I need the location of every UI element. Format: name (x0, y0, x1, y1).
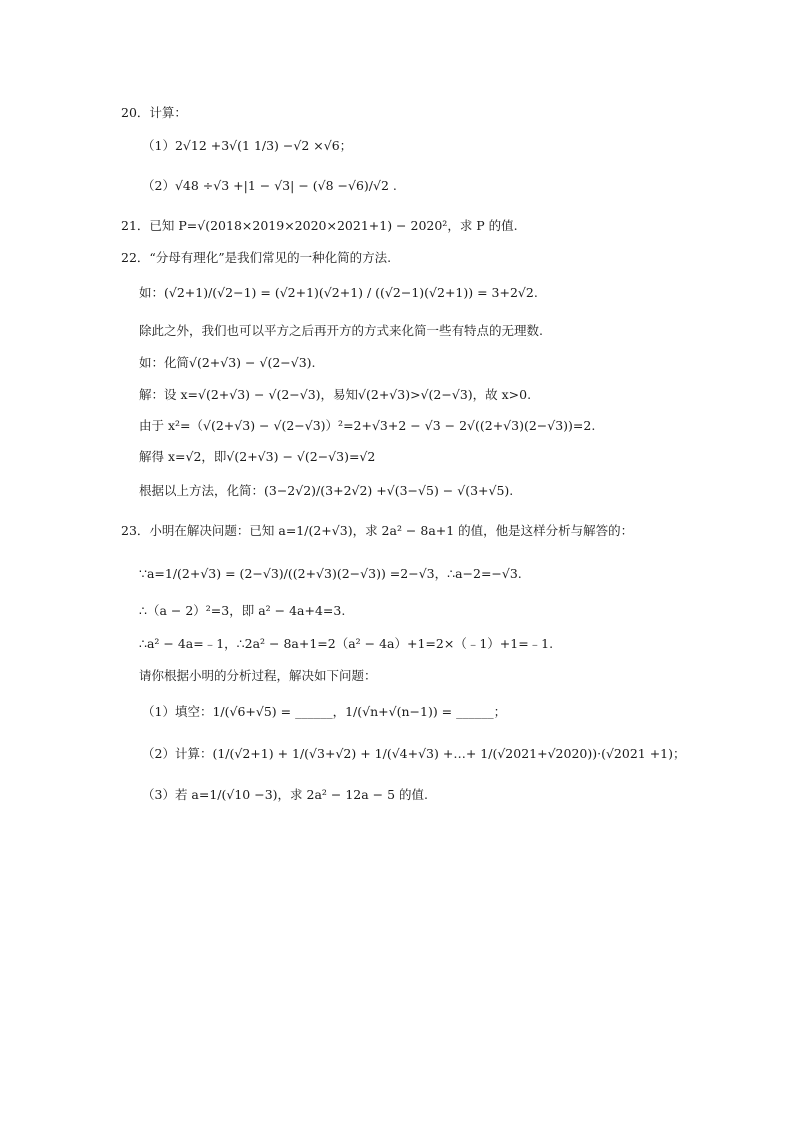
q21: 21．已知 P=√(2018×2019×2020×2021+1) − 2020²，求 P 的值. (121, 218, 518, 233)
q22-task: 根据以上方法，化简：(3−2√2)/(3+2√2) +√(3−√5) − √(3+√5). (139, 483, 514, 498)
q22-example2: 如：化简√(2+√3) − √(2−√3). (139, 355, 316, 370)
q23-part2: （2）计算：(1/(√2+1) + 1/(√3+√2) + 1/(√4+√3) +…+ 1/(√2021+√2020))·(√2021 +1)； (142, 746, 686, 761)
q23-step1: ∵a=1/(2+√3) = (2−√3)/((2+√3)(2−√3)) =2−√3，∴a−2=−√3. (139, 566, 522, 581)
q23-part3: （3）若 a=1/(√10 −3)，求 2a² − 12a − 5 的值. (142, 787, 429, 802)
q23-part1: （1）填空：1/(√6+√5) = ______，1/(√n+√(n−1)) = ______； (142, 704, 507, 719)
q22-square: 由于 x²=（√(2+√3) − √(2−√3)）²=2+√3+2 − √3 − 2√((2+√3)(2−√3))=2. (139, 418, 596, 433)
q22-solution: 解：设 x=√(2+√3) − √(2−√3)，易知√(2+√3)>√(2−√3)，故 x>0. (139, 387, 532, 402)
q23-request: 请你根据小明的分析过程，解决如下问题： (139, 668, 377, 683)
q22-description: 除此之外，我们也可以平方之后再开方的方式来化简一些有特点的无理数. (139, 323, 543, 338)
q20-part2: （2）√48 ÷√3 +|1 − √3| − (√8 −√6)/√2 . (142, 178, 397, 193)
q22-example: 如：(√2+1)/(√2−1) = (√2+1)(√2+1) / ((√2−1)(√2+1)) = 3+2√2. (139, 285, 538, 300)
q20-part1: （1）2√12 +3√(1 1/3) −√2 ×√6； (142, 138, 353, 153)
q23-title: 23．小明在解决问题：已知 a=1/(2+√3)，求 2a² − 8a+1 的值，他是这样分析与解答的： (121, 523, 634, 538)
q23-step2: ∴（a − 2）²=3，即 a² − 4a+4=3. (139, 603, 346, 618)
q22-result: 解得 x=√2，即√(2+√3) − √(2−√3)=√2 (139, 449, 376, 464)
q20-title: 20．计算： (121, 105, 187, 120)
q23-step3: ∴a² − 4a=﹣1，∴2a² − 8a+1=2（a² − 4a）+1=2×（﹣1）+1=﹣1. (139, 636, 554, 651)
q22-title: 22．“分母有理化”是我们常见的一种化简的方法. (121, 250, 392, 265)
